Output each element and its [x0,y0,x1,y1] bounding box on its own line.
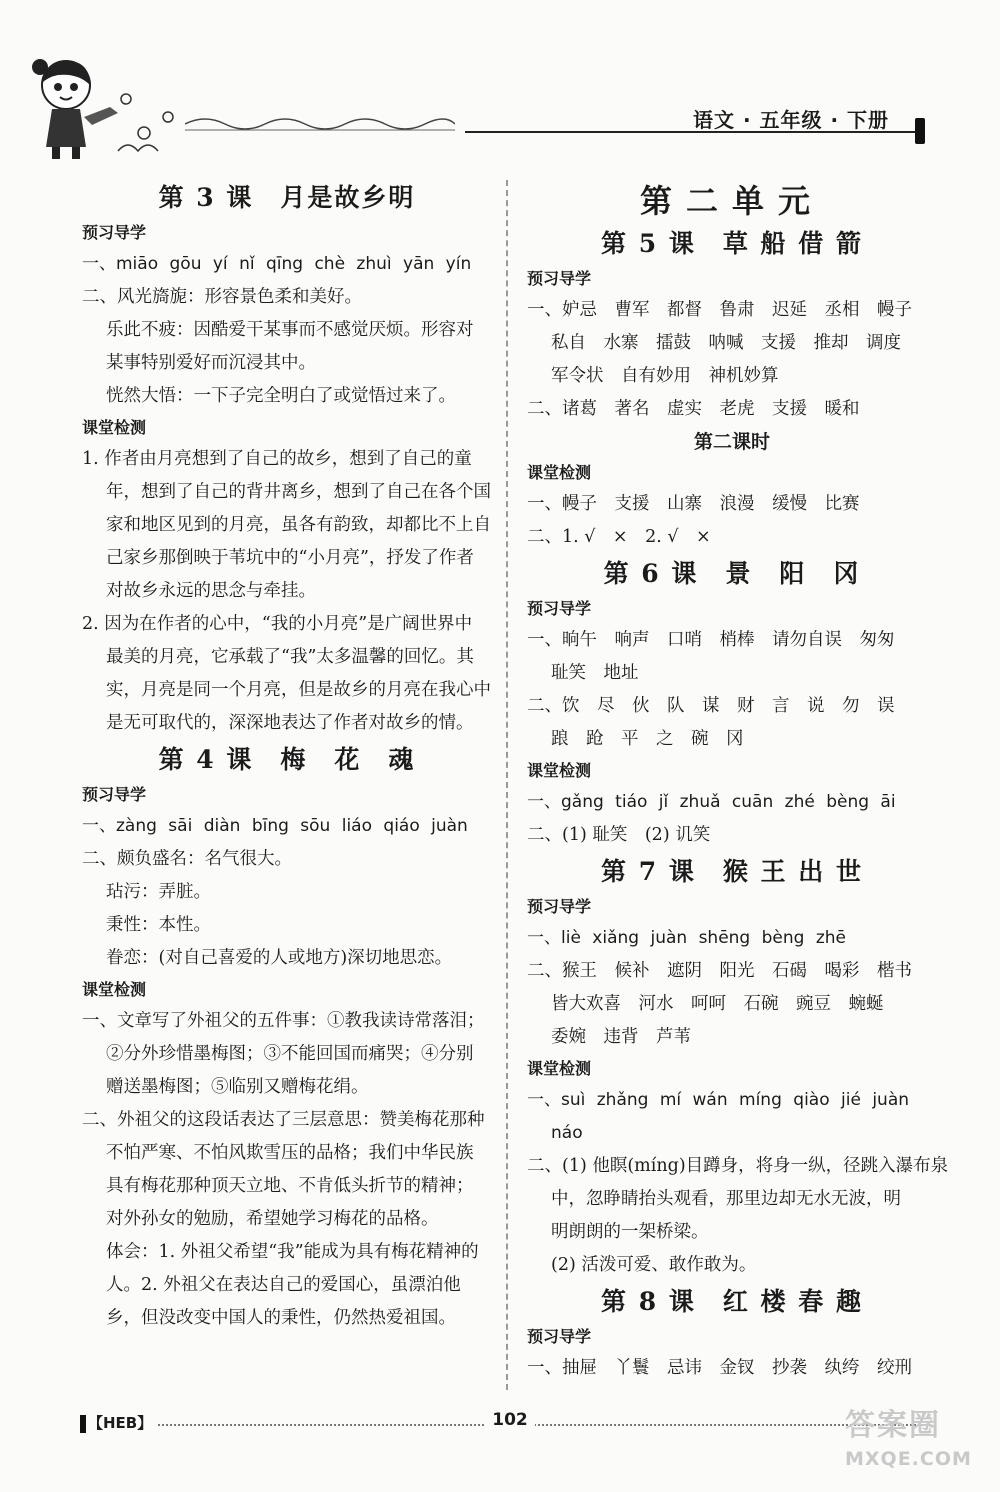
answer-line: 是无可取代的，深深地表达了作者对故乡的情。 [106,713,474,733]
answer-line: (2) 活泼可爱、敢作敢为。 [551,1255,757,1275]
answer-line: 对故乡永远的思念与牵挂。 [106,581,316,601]
answer-line: 二、1. √ × 2. √ × [527,527,711,547]
answer-line: 实，月亮是同一个月亮，但是故乡的月亮在我心中 [106,680,491,700]
answer-line: 玷污：弄脏。 [106,882,211,902]
lesson-title: 第 8 课 红 楼 春 趣 [601,1287,863,1316]
answer-line: 乡，但没改变中国人的秉性，仍然热爱祖国。 [106,1308,456,1328]
publisher-tag [80,1412,152,1433]
answer-line: 恍然大悟：一下子完全明白了或觉悟过来了。 [106,386,456,406]
page-header [0,0,1000,170]
answer-line: 某事特别爱好而沉浸其中。 [106,353,316,373]
section-label: 课堂检测 [527,463,592,482]
answer-line: 皆大欢喜 河水 呵呵 石碗 豌豆 蜿蜒 [551,994,884,1014]
answer-line: 私自 水寨 擂鼓 呐喊 支援 推却 调度 [551,333,901,353]
page-footer [80,1410,940,1440]
answer-line: 体会：1. 外祖父希望“我”能成为具有梅花精神的 [106,1242,479,1262]
answer-line: 二、(1) 耻笑 (2) 讥笑 [527,825,711,845]
answer-line: 一、文章写了外祖父的五件事：①教我读诗常落泪； [82,1011,485,1031]
column-divider [506,180,508,1390]
answer-line: 具有梅花那种顶天立地、不肯低头折节的精神； [106,1176,474,1196]
answer-line: 一、miāo gōu yí nǐ qīng chè zhuì yān yín [82,254,472,274]
section-label: 预习导学 [82,785,147,804]
answer-line: náo [551,1123,583,1143]
section-label: 课堂检测 [527,1059,592,1078]
lesson-title: 第 5 课 草 船 借 箭 [601,229,863,258]
section-label: 课堂检测 [82,418,147,437]
publisher-code: 【HEB】 [88,1414,153,1432]
answer-line: 最美的月亮，它承载了“我”太多温馨的回忆。其 [106,647,474,667]
class-period-title: 第二课时 [693,431,770,453]
answer-line: 中，忽睁睛抬头观看，那里边却无水无波，明 [551,1189,901,1209]
right-column [527,178,949,1385]
answer-line: 踉 跄 平 之 碗 冈 [551,729,744,749]
answer-line: 二、猴王 候补 遮阴 阳光 石碣 喝彩 楷书 [527,961,912,981]
answer-line: 眷恋：(对自己喜爱的人或地方)深切地思恋。 [106,948,453,968]
answer-line: 一、suì zhǎng mí wán míng qiào jié juàn [527,1090,910,1110]
site-watermark [845,1400,995,1485]
answer-line: 二、饮 尽 伙 队 谋 财 言 说 勿 误 [527,696,895,716]
answer-line: 对外孙女的勉励，希望她学习梅花的品格。 [106,1209,439,1229]
answer-line: 明朗朗的一架桥梁。 [551,1222,709,1242]
answer-line: 1. 作者由月亮想到了自己的故乡，想到了自己的童 [82,449,472,469]
lesson-title: 第 4 课 梅 花 魂 [158,745,416,774]
girl-mascot-icon [18,55,188,165]
section-label: 预习导学 [82,223,147,242]
answer-line: 二、风光旖旎：形容景色柔和美好。 [82,287,362,307]
lesson-7 [527,852,949,1282]
answer-line: 人。2. 外祖父在表达自己的爱国心，虽漂泊他 [106,1275,461,1295]
answer-line: 2. 因为在作者的心中，“我的小月亮”是广阔世界中 [82,614,473,634]
unit-title: 第二单元 [639,182,824,220]
lesson-title: 第 3 课 月是故乡明 [158,183,416,212]
lesson-5 [527,224,937,554]
page-number: 102 [485,1410,535,1430]
section-label: 预习导学 [527,599,592,618]
answer-line: 己家乡那倒映于苇坑中的“小月亮”，抒发了作者 [106,548,474,568]
answer-line: 一、晌午 响声 口哨 梢棒 请勿自误 匆匆 [527,630,895,650]
answer-line: 一、幔子 支援 山寨 浪漫 缓慢 比赛 [527,494,860,514]
answer-line: 委婉 违背 芦苇 [551,1027,691,1047]
answer-line: 秉性：本性。 [106,915,211,935]
lesson-3 [82,178,492,740]
lesson-title: 第 7 课 猴 王 出 世 [601,857,863,886]
answer-line: 家和地区见到的月亮，虽各有韵致，却都比不上自 [106,515,491,535]
section-label: 预习导学 [527,269,592,288]
decorative-vine-line [185,110,455,134]
watermark-url: MXQE.COM [845,1448,972,1470]
book-title: 语文 · 五年级 · 下册 [693,108,890,132]
answer-line: 二、(1) 他瞑(míng)目蹲身，将身一纵，径跳入瀑布泉 [527,1156,949,1176]
answer-line: 不怕严寒、不怕风欺雪压的品格；我们中华民族 [106,1143,474,1163]
answer-line: 二、外祖父的这段话表达了三层意思：赞美梅花那种 [82,1110,485,1130]
answer-line: 乐此不疲：因酷爱干某事而不感觉厌烦。形容对 [106,320,474,340]
answer-line: 一、抽屉 丫鬟 忌讳 金钗 抄袭 纨绔 绞刑 [527,1358,912,1378]
footer-dotted-rule [158,1424,928,1426]
watermark-text: 答案圈 [845,1408,941,1443]
answer-line: 二、诸葛 著名 虚实 老虎 支援 暖和 [527,399,860,419]
section-label: 课堂检测 [82,980,147,999]
section-label: 课堂检测 [527,761,592,780]
section-label: 预习导学 [527,897,592,916]
answer-line: 一、zàng sāi diàn bīng sōu liáo qiáo juàn [82,816,468,836]
answer-line: 耻笑 地址 [551,663,639,683]
answer-line: ②分外珍惜墨梅图；③不能回国而痛哭；④分别 [106,1044,474,1064]
answer-line: 军令状 自有妙用 神机妙算 [551,366,779,386]
answer-line: 一、妒忌 曹军 都督 鲁肃 迟延 丞相 幔子 [527,300,912,320]
footer-mark [80,1415,86,1433]
answer-line: 赠送墨梅图；⑤临别又赠梅花绢。 [106,1077,369,1097]
answer-line: 二、颇负盛名：名气很大。 [82,849,292,869]
section-label: 预习导学 [527,1327,592,1346]
answer-line: 一、liè xiǎng juàn shēng bèng zhē [527,928,847,948]
left-column [82,178,492,1335]
lesson-8 [527,1282,937,1385]
lesson-4 [82,740,492,1335]
answer-line: 年，想到了自己的背井离乡，想到了自己在各个国 [106,482,491,502]
header-corner-mark [915,118,925,144]
lesson-6 [527,554,937,852]
lesson-title: 第 6 课 景 阳 冈 [603,559,861,588]
answer-line: 一、gǎng tiáo jǐ zhuǎ cuān zhé bèng āi [527,792,896,812]
